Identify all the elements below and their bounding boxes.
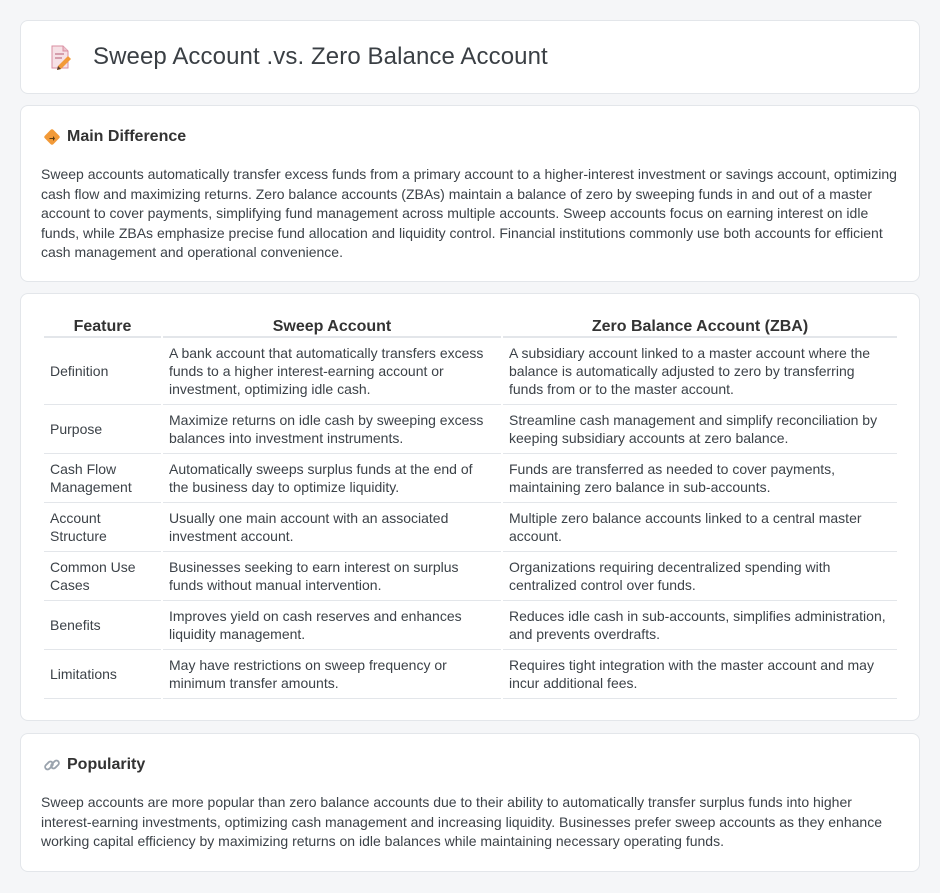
table-row bbox=[44, 650, 897, 699]
title-row bbox=[47, 43, 548, 71]
column-header-zba: Zero Balance Account (ZBA) bbox=[503, 315, 897, 338]
comparison-table bbox=[42, 315, 899, 699]
table-row bbox=[44, 405, 897, 454]
zba-cell: A subsidiary account linked to a master account where the balance is automatically adjusted to zero by transferring funds from or to the master account. bbox=[503, 338, 897, 405]
table-row bbox=[44, 454, 897, 503]
zba-cell: Reduces idle cash in sub-accounts, simplifies administration, and prevents overdrafts. bbox=[503, 601, 897, 650]
main-difference-card bbox=[20, 105, 920, 282]
sweep-cell: Automatically sweeps surplus funds at the end of the business day to optimize liquidity. bbox=[163, 454, 501, 503]
feature-cell: Definition bbox=[44, 338, 161, 405]
zba-cell: Requires tight integration with the master account and may incur additional fees. bbox=[503, 650, 897, 699]
zba-cell: Streamline cash management and simplify reconciliation by keeping subsidiary accounts at zero balance. bbox=[503, 405, 897, 454]
feature-cell: Purpose bbox=[44, 405, 161, 454]
main-difference-heading bbox=[43, 128, 186, 146]
feature-cell: Common Use Cases bbox=[44, 552, 161, 601]
main-difference-text: Sweep accounts automatically transfer excess funds from a primary account to a higher-interest investment or savings account, optimizing cash flow and maximizing returns. Zero balance accounts (ZBAs) maintain a balance of zero by sweeping funds in and out of a master account to cover payments, simplifying fund management across multiple accounts. Sweep accounts focus on earning interest on idle funds, while ZBAs emphasize precise fund allocation and liquidity control. Financial institutions commonly use both accounts for efficient cash management and operational convenience. bbox=[41, 166, 897, 260]
page-title: Sweep Account .vs. Zero Balance Account bbox=[93, 43, 548, 70]
column-header-feature: Feature bbox=[44, 315, 161, 338]
popularity-card bbox=[20, 733, 920, 872]
feature-cell: Account Structure bbox=[44, 503, 161, 552]
sweep-cell: Maximize returns on idle cash by sweeping excess balances into investment instruments. bbox=[163, 405, 501, 454]
column-header-sweep: Sweep Account bbox=[163, 315, 501, 338]
table-row bbox=[44, 503, 897, 552]
link-icon bbox=[43, 756, 61, 774]
popularity-text: Sweep accounts are more popular than zero balance accounts due to their ability to automatically transfer surplus funds into higher interest-earning investments, optimizing cash management and increasing liquidity. Businesses prefer sweep accounts as they enhance working capital efficiency by maximizing returns on idle balances while maintaining necessary operating funds. bbox=[41, 794, 882, 849]
sweep-cell: Improves yield on cash reserves and enhances liquidity management. bbox=[163, 601, 501, 650]
table-row bbox=[44, 601, 897, 650]
main-difference-title: Main Difference bbox=[67, 128, 187, 145]
sweep-cell: May have restrictions on sweep frequency or minimum transfer amounts. bbox=[163, 650, 501, 699]
sweep-cell: Businesses seeking to earn interest on surplus funds without manual intervention. bbox=[163, 552, 501, 601]
diamond-sign-icon bbox=[43, 128, 61, 146]
zba-cell: Multiple zero balance accounts linked to a central master account. bbox=[503, 503, 897, 552]
comparison-card bbox=[20, 293, 920, 721]
feature-cell: Cash Flow Management bbox=[44, 454, 161, 503]
table-row bbox=[44, 552, 897, 601]
sweep-cell: Usually one main account with an associated investment account. bbox=[163, 503, 501, 552]
table-row bbox=[44, 338, 897, 405]
document-pencil-icon bbox=[47, 44, 73, 70]
zba-cell: Funds are transferred as needed to cover payments, maintaining zero balance in sub-accounts. bbox=[503, 454, 897, 503]
title-card bbox=[20, 20, 920, 94]
sweep-cell: A bank account that automatically transfers excess funds to a higher interest-earning account or investment, optimizing idle cash. bbox=[163, 338, 501, 405]
popularity-title: Popularity bbox=[67, 756, 146, 773]
table-header-row bbox=[44, 315, 897, 338]
feature-cell: Limitations bbox=[44, 650, 161, 699]
popularity-heading bbox=[43, 756, 145, 774]
feature-cell: Benefits bbox=[44, 601, 161, 650]
zba-cell: Organizations requiring decentralized spending with centralized control over funds. bbox=[503, 552, 897, 601]
